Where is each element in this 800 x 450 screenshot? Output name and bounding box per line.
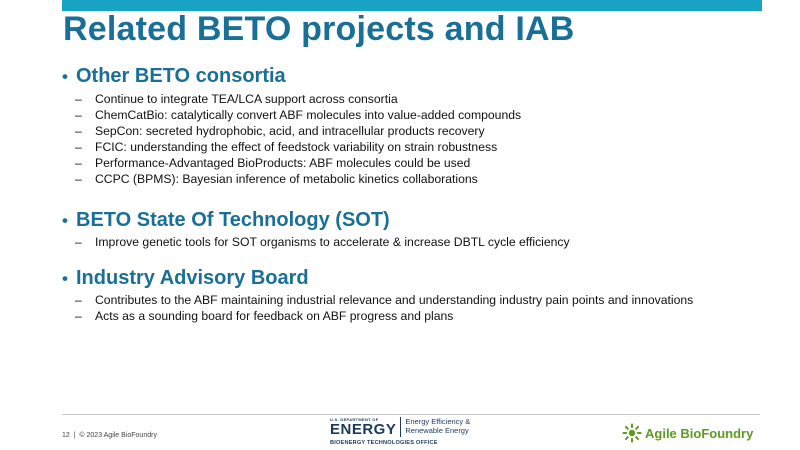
dash-icon: – bbox=[75, 172, 82, 186]
sun-gear-icon bbox=[622, 423, 642, 443]
doe-logo-top bbox=[330, 417, 470, 437]
footer-separator: | bbox=[73, 432, 76, 439]
slide-title: Related BETO projects and IAB bbox=[63, 10, 575, 48]
list-item-text: ChemCatBio: catalytically convert ABF molecules into value-added compounds bbox=[95, 108, 522, 122]
section-heading-text: Other BETO consortia bbox=[76, 64, 286, 87]
section-other-beto-consortia bbox=[62, 63, 521, 187]
eere-line-1: Energy Efficiency & bbox=[405, 417, 471, 426]
dash-icon: – bbox=[75, 108, 82, 122]
doe-wordmark bbox=[330, 417, 396, 437]
page-number: 12 bbox=[62, 432, 70, 439]
section-heading bbox=[62, 265, 693, 291]
list-item-text: Performance-Advantaged BioProducts: ABF molecules could be used bbox=[95, 156, 471, 170]
section-items bbox=[62, 292, 693, 324]
abf-logo-text: Agile BioFoundry bbox=[645, 425, 754, 441]
list-item bbox=[62, 292, 693, 308]
doe-logo-divider bbox=[400, 417, 401, 437]
list-item bbox=[62, 308, 693, 324]
doe-dept-text: U.S. DEPARTMENT OF bbox=[330, 417, 379, 422]
footer-divider bbox=[62, 414, 760, 415]
dash-icon: – bbox=[75, 235, 82, 249]
section-heading-text: Industry Advisory Board bbox=[76, 266, 309, 289]
doe-energy-text: ENERGY bbox=[330, 421, 397, 438]
list-item-text: Improve genetic tools for SOT organisms to accelerate & increase DBTL cycle efficiency bbox=[95, 235, 570, 249]
section-items bbox=[62, 91, 521, 187]
abf-logo bbox=[622, 423, 753, 443]
list-item bbox=[62, 155, 521, 171]
section-industry-advisory-board bbox=[62, 265, 693, 324]
list-item-text: FCIC: understanding the effect of feedstock variability on strain robustness bbox=[95, 140, 498, 154]
bullet-icon: • bbox=[62, 66, 68, 86]
footer-page-info bbox=[62, 432, 157, 439]
section-beto-sot bbox=[62, 207, 570, 250]
dash-icon: – bbox=[75, 124, 82, 138]
list-item bbox=[62, 234, 570, 250]
section-heading-text: BETO State Of Technology (SOT) bbox=[76, 208, 390, 231]
doe-eere-logo bbox=[330, 417, 470, 446]
list-item-text: CCPC (BPMS): Bayesian inference of metabolic kinetics collaborations bbox=[95, 172, 478, 186]
bullet-icon: • bbox=[62, 210, 68, 230]
list-item bbox=[62, 171, 521, 187]
eere-text bbox=[405, 417, 470, 435]
bullet-icon: • bbox=[62, 268, 68, 288]
list-item bbox=[62, 91, 521, 107]
list-item-text: SepCon: secreted hydrophobic, acid, and intracellular products recovery bbox=[95, 124, 485, 138]
office-name: BIOENERGY TECHNOLOGIES OFFICE bbox=[330, 440, 438, 446]
eere-line-2: Renewable Energy bbox=[405, 426, 469, 435]
list-item-text: Acts as a sounding board for feedback on ABF progress and plans bbox=[95, 309, 454, 323]
section-items bbox=[62, 234, 570, 250]
list-item bbox=[62, 123, 521, 139]
copyright-text: © 2023 Agile BioFoundry bbox=[79, 432, 157, 439]
list-item-text: Continue to integrate TEA/LCA support across consortia bbox=[95, 92, 398, 106]
list-item-text: Contributes to the ABF maintaining industrial relevance and understanding industry pain points and innovations bbox=[95, 293, 694, 307]
dash-icon: – bbox=[75, 309, 82, 323]
section-heading bbox=[62, 207, 570, 233]
dash-icon: – bbox=[75, 156, 82, 170]
section-heading bbox=[62, 63, 521, 89]
list-item bbox=[62, 107, 521, 123]
dash-icon: – bbox=[75, 293, 82, 307]
list-item bbox=[62, 139, 521, 155]
dash-icon: – bbox=[75, 140, 82, 154]
dash-icon: – bbox=[75, 92, 82, 106]
